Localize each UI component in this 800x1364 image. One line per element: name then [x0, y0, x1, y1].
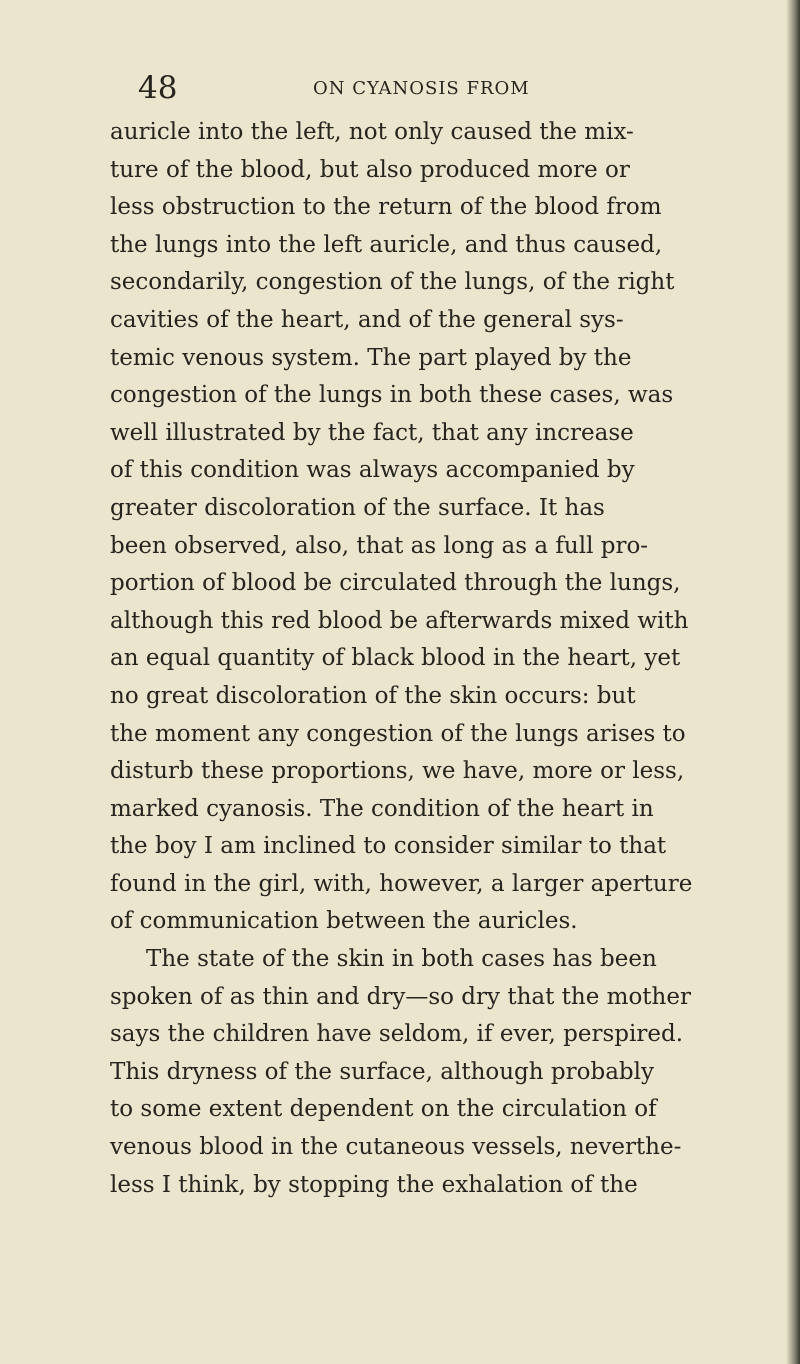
text-line: the moment any congestion of the lungs arises to [110, 720, 686, 747]
text-line: the lungs into the left auricle, and thus caused, [110, 231, 663, 258]
text-line: been observed, also, that as long as a full pro- [110, 532, 649, 559]
text-line: congestion of the lungs in both these cases, was [110, 382, 674, 409]
text-line: spoken of as thin and dry—so dry that the mother [110, 983, 691, 1010]
running-title: ON CYANOSIS FROM [313, 78, 530, 99]
text-line: cavities of the heart, and of the general sys- [110, 306, 624, 333]
text-line: portion of blood be circulated through the lungs, [110, 570, 681, 597]
text-line: ture of the blood, but also produced more or [110, 156, 630, 183]
text-line: found in the girl, with, however, a larger aperture [110, 870, 693, 897]
text-line: less obstruction to the return of the blood from [110, 194, 662, 221]
text-line: no great discoloration of the skin occurs: but [110, 682, 636, 709]
text-line: greater discoloration of the surface. It has [110, 494, 605, 521]
text-line: of this condition was always accompanied by [110, 457, 635, 484]
text-line: marked cyanosis. The condition of the heart in [110, 795, 654, 822]
text-line: the boy I am inclined to consider similar to that [110, 833, 667, 860]
text-line: temic venous system. The part played by the [110, 344, 632, 371]
text-line: disturb these proportions, we have, more or less, [110, 758, 685, 785]
text-line: although this red blood be afterwards mixed with [110, 607, 689, 634]
text-line: well illustrated by the fact, that any increase [110, 419, 634, 446]
paragraph-first-line: The state of the skin in both cases has been [146, 946, 657, 973]
text-line: secondarily, congestion of the lungs, of the right [110, 269, 675, 296]
body-text [110, 114, 795, 1204]
text-line: auricle into the left, not only caused the mix- [110, 119, 634, 145]
text-line: an equal quantity of black blood in the heart, yet [110, 645, 681, 672]
text-line: to some extent dependent on the circulation of [110, 1096, 657, 1123]
text-line: venous blood in the cutaneous vessels, neverthe- [110, 1134, 682, 1161]
text-line: says the children have seldom, if ever, perspired. [110, 1021, 684, 1048]
page-number: 48 [138, 70, 178, 106]
text-line: less I think, by stopping the exhalation of the [110, 1171, 638, 1198]
text-line: This dryness of the surface, although probably [110, 1058, 654, 1085]
page-edge-shadow [786, 0, 800, 1364]
text-line: of communication between the auricles. [110, 908, 578, 935]
running-head [138, 68, 673, 108]
